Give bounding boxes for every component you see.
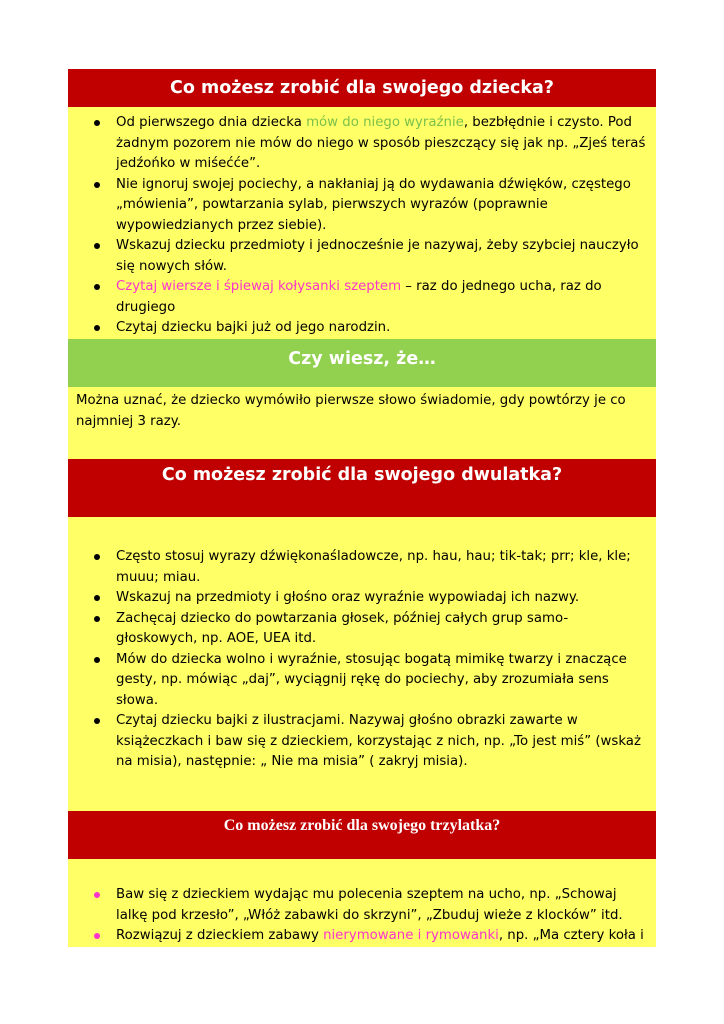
- bullet-icon: [94, 554, 100, 560]
- bullet-icon: [94, 120, 100, 126]
- list-item: [68, 609, 656, 650]
- section3-header: [68, 459, 656, 517]
- fact-text: Można uznać, że dziecko wymówiło pierwsze słowo świadomie, gdy powtórzy je co najmniej 3 razy.: [76, 393, 626, 429]
- item-text: Czytaj dziecku bajki z ilustracjami. Nazywaj głośno obrazki zawarte w książeczkach i baw się z dzieckiem, korzystając z nich, np. „To jest miś” (wskaż na misia), następnie: „ Nie ma misia” ( zakryj misia).: [116, 713, 641, 769]
- section1-header: [68, 69, 656, 107]
- item-text: – raz do jednego ucha, raz do drugiego: [116, 279, 602, 315]
- item-text: Wskazuj na przedmioty i głośno oraz wyraźnie wypowiadaj ich nazwy.: [116, 590, 580, 605]
- bullet-icon: [94, 616, 100, 622]
- bullet-icon: [94, 595, 100, 601]
- list-item: [68, 175, 656, 237]
- item-text: Od pierwszego dnia dziecka: [116, 115, 307, 130]
- item-text: Wskazuj dziecku przedmioty i jednocześnie je nazywaj, żeby szybciej nauczyło się nowych słów.: [116, 238, 639, 274]
- section1-list: [68, 113, 656, 339]
- list-item: [68, 711, 656, 773]
- list-item: [68, 547, 656, 588]
- list-item: [68, 277, 656, 318]
- item-text: , np. „Ma cztery koła i: [498, 928, 644, 943]
- item-text: , bezbłędnie i czysto. Pod żadnym pozorem nie mów do niego w sposób pieszczący się jak np. „Zjeś teraś jedźońko w miśećće”.: [116, 115, 646, 171]
- item-text: Nie ignoruj swojej pociechy, a nakłaniaj ją do wydawania dźwięków, częstego „mówienia”, powtarzania sylab, pierwszych wyrazów (poprawnie wypowiedzianych przez siebie).: [116, 176, 631, 233]
- item-text: Mów do dziecka wolno i wyraźnie, stosując bogatą mimikę twarzy i znaczące gesty, np. mówiąc „daj”, wyciągnij rękę do pociechy, aby zrozumiała sens słowa.: [116, 651, 627, 708]
- section4-list: [68, 885, 656, 947]
- section4-header: [68, 811, 656, 859]
- section3-title: Co możesz zrobić dla swojego dwulatka?: [161, 465, 563, 485]
- item-text: Zachęcaj dziecko do powtarzania głosek, później całych grup samo-głoskowych, np. AOE, UEA itd.: [116, 610, 569, 646]
- leaflet: [68, 69, 656, 947]
- item-text: Czytaj dziecku bajki już od jego narodzin.: [116, 320, 391, 335]
- highlighted-text: nierymowane i rymowanki: [323, 928, 499, 943]
- list-item: [68, 926, 656, 947]
- section2-header: [68, 339, 656, 387]
- bullet-icon: [94, 933, 100, 939]
- section2-title: Czy wiesz, że…: [288, 349, 436, 369]
- section1-body: [68, 107, 656, 339]
- section1-title: Co możesz zrobić dla swojego dziecka?: [170, 78, 554, 98]
- list-item: [68, 113, 656, 175]
- section4-body: [68, 859, 656, 947]
- highlighted-text: mów do niego wyraźnie: [306, 115, 464, 130]
- bullet-icon: [94, 284, 100, 290]
- item-text: Rozwiązuj z dzieckiem zabawy: [116, 928, 324, 943]
- list-item: [68, 318, 656, 339]
- section4-title: Co możesz zrobić dla swojego trzylatka?: [223, 817, 501, 834]
- list-item: [68, 650, 656, 712]
- bullet-icon: [94, 325, 100, 331]
- list-item: [68, 588, 656, 609]
- highlighted-text: Czytaj wiersze i śpiewaj kołysanki szeptem: [116, 279, 402, 294]
- bullet-icon: [94, 657, 100, 663]
- list-item: [68, 885, 656, 926]
- bullet-icon: [94, 243, 100, 249]
- bullet-icon: [94, 182, 100, 188]
- list-item: [68, 236, 656, 277]
- bullet-icon: [94, 892, 100, 898]
- item-text: Często stosuj wyrazy dźwiękonaśladowcze, np. hau, hau; tik-tak; prr; kle, kle; muuu; miau.: [116, 549, 631, 585]
- item-text: Baw się z dzieckiem wydając mu polecenia szeptem na ucho, np. „Schowaj lalkę pod krzesło”, „Włóż zabawki do skrzyni”, „Zbuduj wieże z klocków” itd.: [116, 887, 623, 923]
- section2-body: [68, 387, 656, 459]
- section3-list: [68, 547, 656, 773]
- bullet-icon: [94, 718, 100, 724]
- section3-body: [68, 517, 656, 811]
